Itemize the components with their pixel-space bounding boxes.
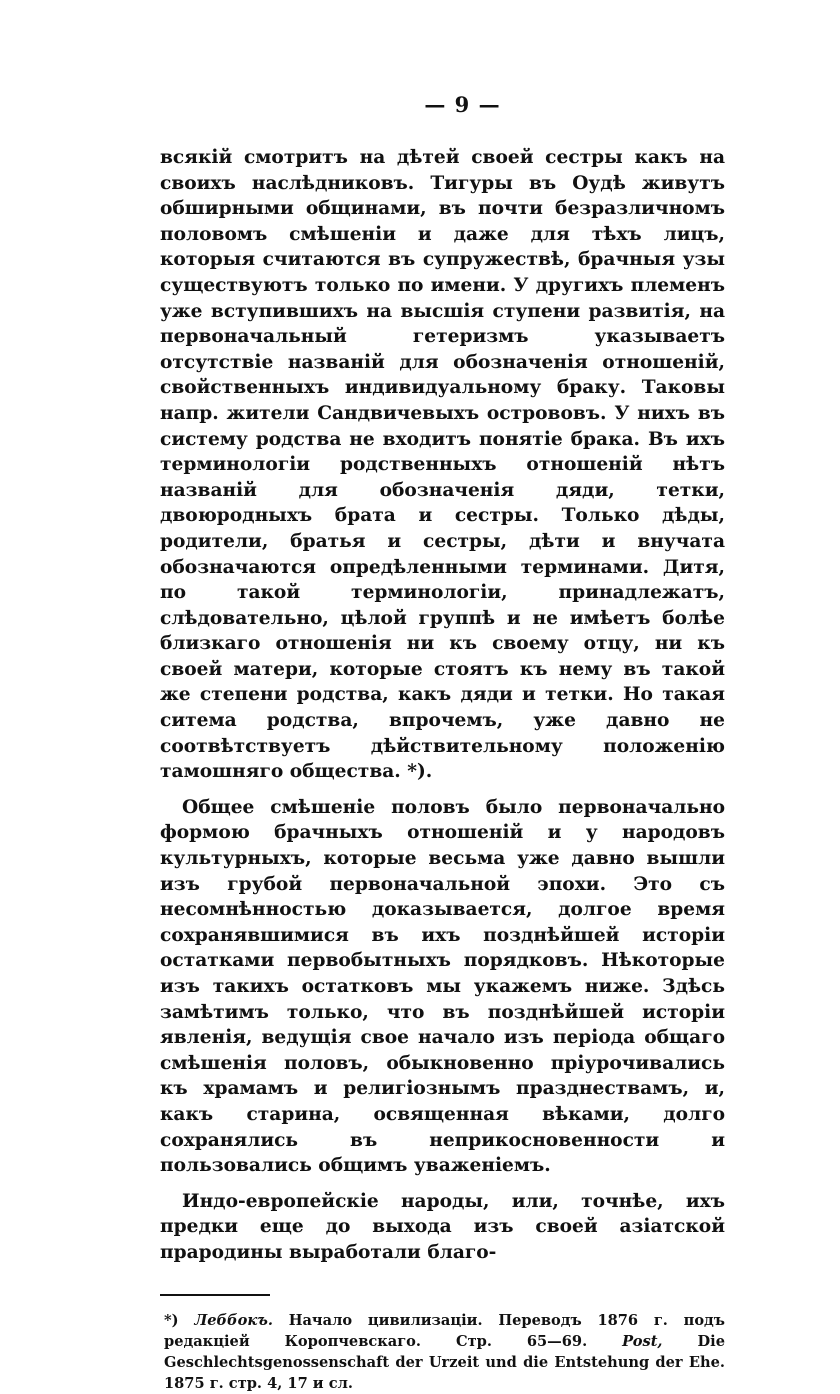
footnote-text-2: Die Geschlechtsgenossenschaft der Urzeit und die Entstehung der Ehe. 1875 г. стр. 4, 17 и сл. — [164, 1332, 725, 1392]
footnote-text-1: Начало цивилизаціи. Переводъ 1876 г. подъ редакціей Коропчевскаго. Стр. 65—69. — [164, 1311, 725, 1350]
paragraph-spacer — [160, 1179, 725, 1185]
paragraph-3: Индо-европейскіе народы, или, точнѣе, ихъ предки еще до выхода изъ своей азіатской прародины выработали благо- — [160, 1190, 725, 1263]
paragraph-1: всякій смотритъ на дѣтей своей сестры какъ на своихъ наслѣдниковъ. Тигуры въ Оудѣ живутъ обширными общинами, въ почти безразличномъ половомъ смѣшеніи и даже для тѣхъ лицъ, которыя считаются въ супружествѣ, брачныя узы существуютъ только по имени. У другихъ племенъ уже вступившихъ на высшія ступени развитія, на первоначальный гетеризмъ указываетъ отсутствіе названій для обозначенія отношеній, свойственныхъ индивидуальному браку. Таковы напр. жители Сандвичевыхъ острововъ. У нихъ въ систему родства не входитъ понятіе брака. Въ ихъ терминологіи родственныхъ отношеній нѣтъ названій для обозначенія дяди, тетки, двоюродныхъ брата и сестры. Только дѣды, родители, братья и сестры, дѣти и внучата обозначаются опредѣленными терминами. Дитя, по такой терминологіи, принадлежатъ, слѣдовательно, цѣлой группѣ и не имѣетъ болѣе близкаго отношенія ни къ своему отцу, ни къ своей матери, которые стоятъ къ нему въ такой же степени родства, какъ дяди и тетки. Но такая ситема родства, впрочемъ, уже давно не соотвѣтствуетъ дѣйствительному положенію тамошняго общества. *). — [160, 147, 725, 783]
footnote-divider — [160, 1294, 270, 1296]
page-number: — 9 — — [424, 92, 501, 117]
footnote-author-2: Post, — [622, 1332, 663, 1350]
paragraph-2: Общее смѣшеніе половъ было первоначально формою брачныхъ отношеній и у народовъ культурныхъ, которые весьма уже давно вышли изъ грубой первоначальной эпохи. Это съ несомнѣнностью доказывается, долгое время сохранявшимися въ ихъ позднѣйшей исторіи остатками первобытныхъ порядковъ. Нѣкоторые изъ такихъ остатковъ мы укажемъ ниже. Здѣсь замѣтимъ только, что въ позднѣйшей исторіи явленія, ведущія свое начало изъ періода общаго смѣшенія половъ, обыкновенно пріурочивались къ храмамъ и религіознымъ празднествамъ, и, какъ старина, освященная вѣками, долго сохранялись въ неприкосновенности и пользовались общимъ уваженіемъ. — [160, 796, 725, 1177]
footnote — [160, 1310, 725, 1394]
book-page — [160, 92, 725, 1394]
paragraph-spacer — [160, 785, 725, 791]
footnote-author: Леббокъ. — [194, 1311, 273, 1329]
footnote-marker: *) — [164, 1311, 179, 1329]
